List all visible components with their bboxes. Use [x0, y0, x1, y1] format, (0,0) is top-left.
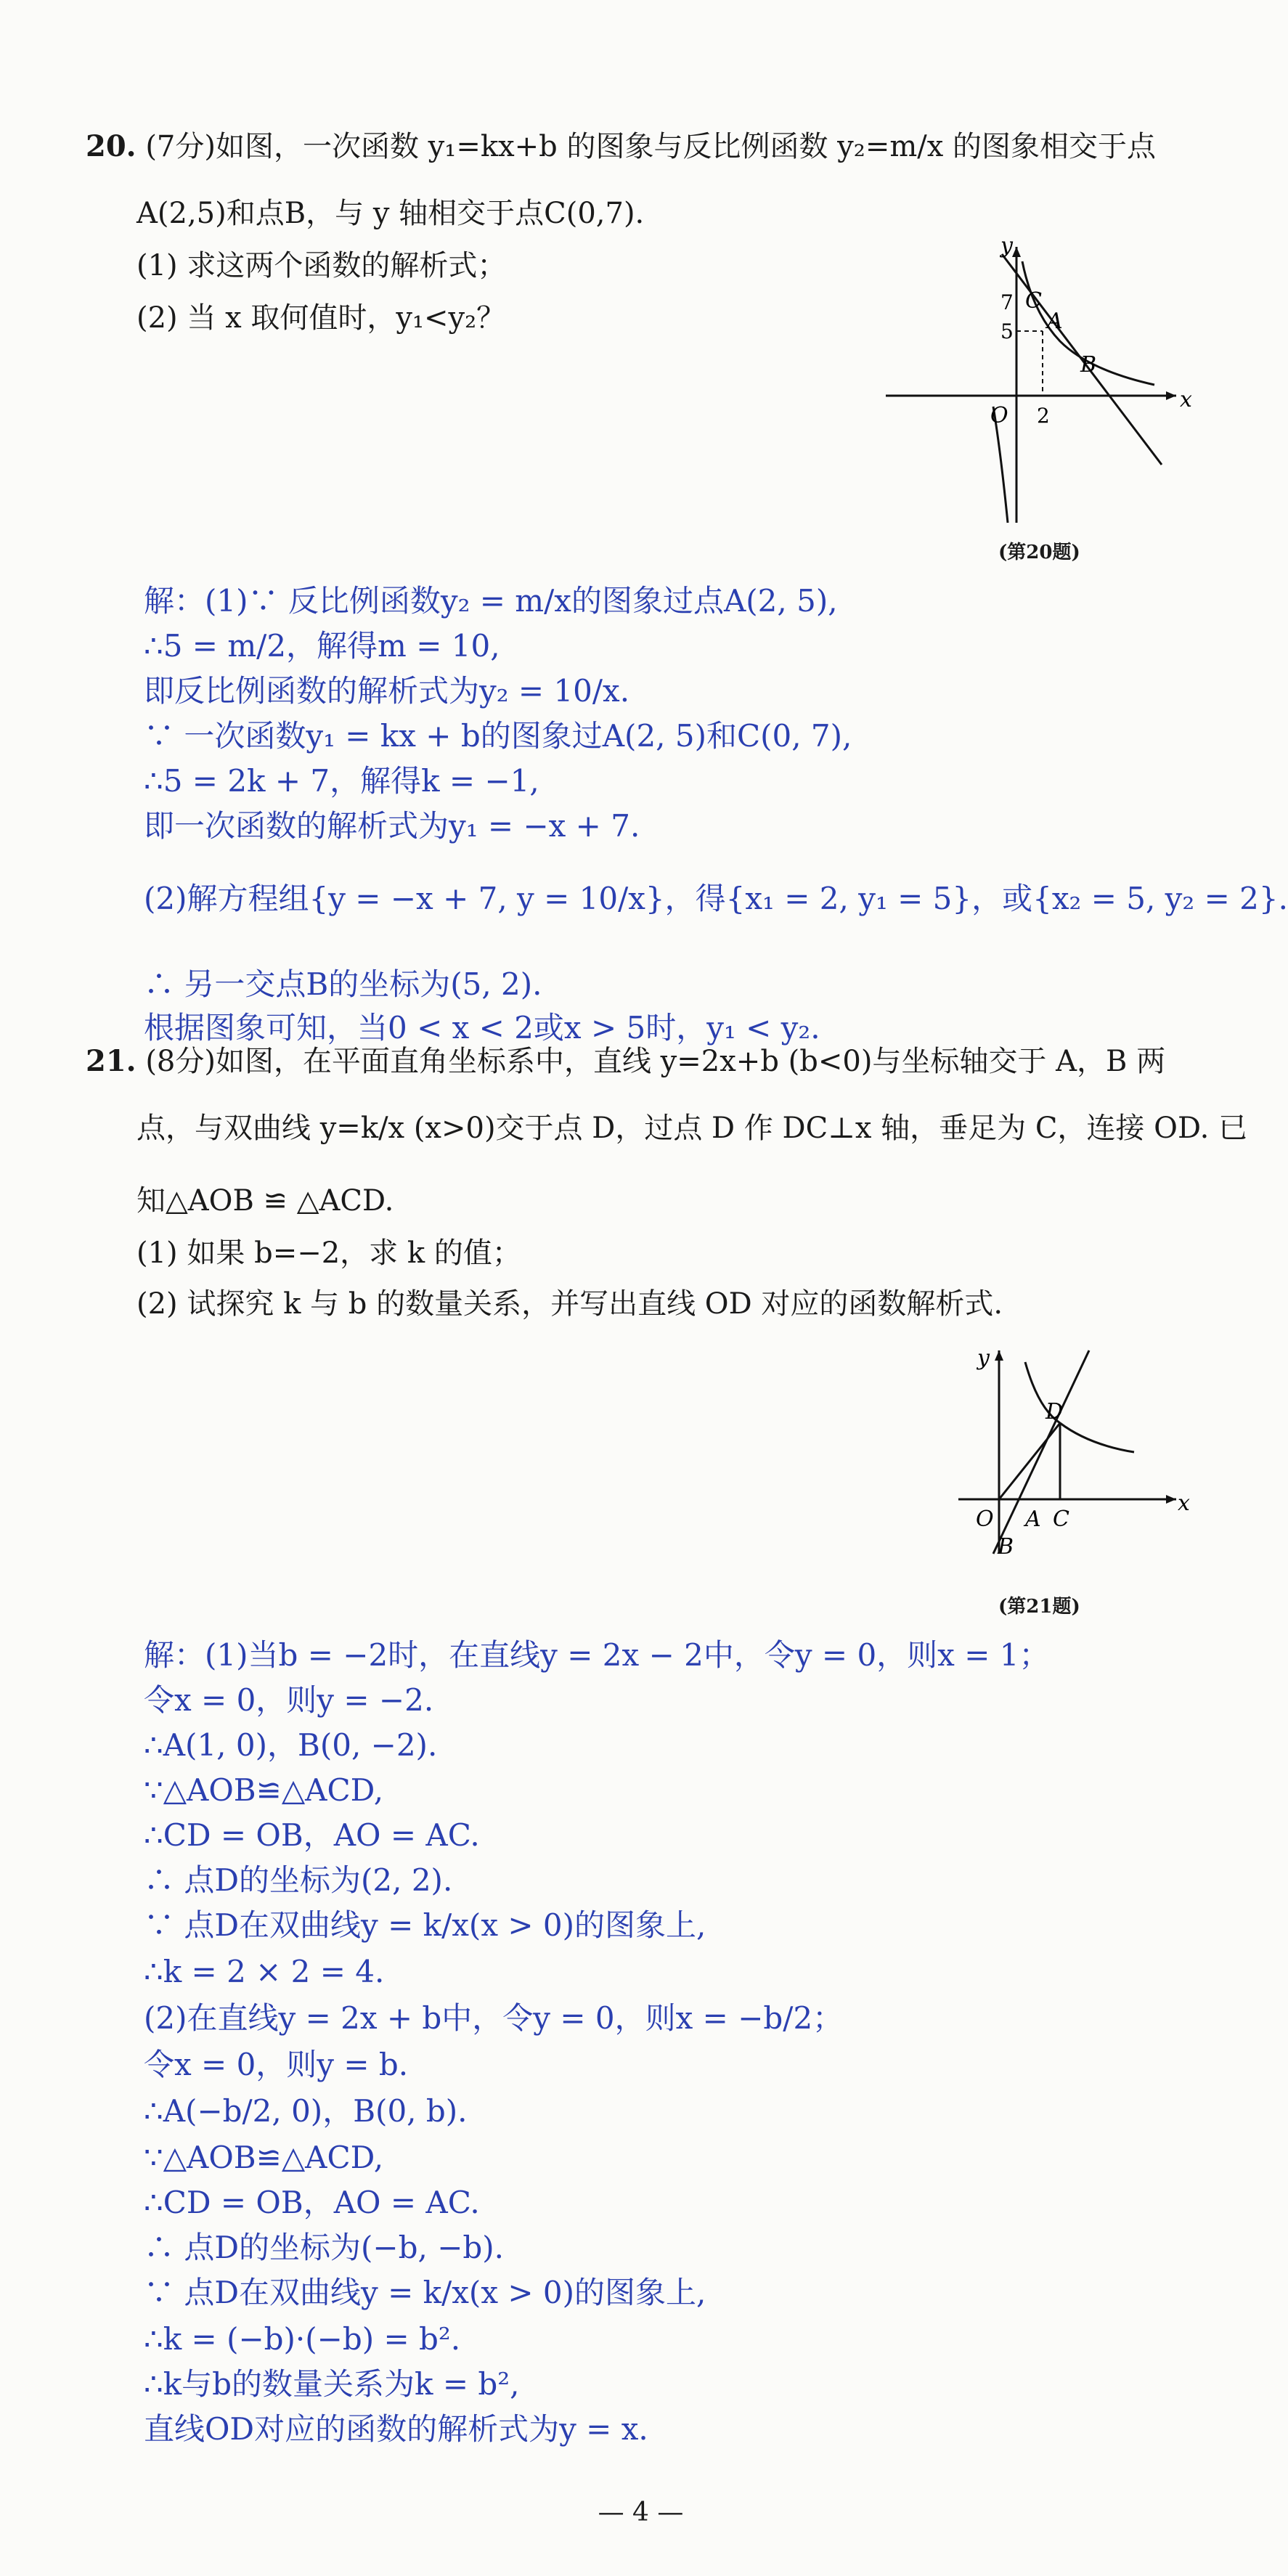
- q20-label-x: x: [1180, 387, 1192, 412]
- page-number: — 4 —: [598, 2498, 684, 2527]
- q21-line-ab: [993, 1350, 1089, 1554]
- s20-line-2: ∴5 = m/2，解得m = 10,: [144, 628, 500, 664]
- s21-line-9: (2)在直线y = 2x + b中，令y = 0，则x = −b/2；: [144, 2000, 844, 2036]
- s21-line-18: 直线OD对应的函数的解析式为y = x.: [144, 2411, 648, 2447]
- s21-line-3: ∴A(1, 0)，B(0, −2).: [144, 1727, 438, 1763]
- q20-tick-7: 7: [1000, 290, 1014, 314]
- q20-y-arrow: [1012, 247, 1021, 257]
- q21-label-a: A: [1025, 1507, 1041, 1532]
- q20-label-b: B: [1080, 352, 1097, 378]
- s20-line-5: ∴5 = 2k + 7，解得k = −1,: [144, 763, 539, 799]
- s21-line-17: ∴k与b的数量关系为k = b²,: [144, 2366, 520, 2402]
- s21-line-13: ∴CD = OB，AO = AC.: [144, 2185, 480, 2220]
- q21-number: 21.: [86, 1044, 136, 1078]
- s21-line-1: 解：(1)当b = −2时，在直线y = 2x − 2中，令y = 0，则x = 1；: [144, 1637, 1050, 1673]
- q21-label-y: y: [977, 1345, 990, 1371]
- s20-line-4: ∵ 一次函数y₁ = kx + b的图象过A(2, 5)和C(0, 7),: [144, 718, 852, 754]
- s20-line-6: 即一次函数的解析式为y₁ = −x + 7.: [144, 808, 640, 844]
- q20-x-arrow: [1166, 391, 1176, 400]
- q21-stem-3: 知△AOB ≌ △ACD.: [136, 1184, 394, 1218]
- s21-line-11: ∴A(−b/2, 0)，B(0, b).: [144, 2093, 468, 2129]
- s21-line-12: ∵△AOB≌△ACD,: [144, 2140, 384, 2175]
- q20-stem-2: A(2,5)和点B，与 y 轴相交于点C(0,7).: [136, 197, 645, 230]
- s21-line-6: ∴ 点D的坐标为(2, 2).: [144, 1862, 453, 1898]
- q21-label-d: D: [1046, 1399, 1064, 1424]
- s21-line-2: 令x = 0，则y = −2.: [144, 1682, 434, 1718]
- q21-x-arrow: [1166, 1495, 1176, 1504]
- q20-part-2: (2) 当 x 取何值时，y₁<y₂？: [136, 301, 506, 335]
- q20-number: 20.: [86, 129, 136, 163]
- q20-label-y: y: [1000, 233, 1013, 258]
- s20-line-3: 即反比例函数的解析式为y₂ = 10/x.: [144, 673, 630, 709]
- q20-label-o: O: [990, 403, 1008, 428]
- q21-label-o: O: [976, 1507, 994, 1532]
- q20-label-c: C: [1025, 288, 1042, 314]
- q21-hyperbola: [1025, 1362, 1134, 1452]
- q21-part-2: (2) 试探究 k 与 b 的数量关系，并写出直线 OD 对应的函数解析式.: [136, 1287, 1003, 1321]
- s21-line-10: 令x = 0，则y = b.: [144, 2047, 409, 2082]
- q21-line-od: [999, 1423, 1060, 1499]
- s21-line-8: ∴k = 2 × 2 = 4.: [144, 1954, 385, 1989]
- s21-line-7: ∵ 点D在双曲线y = k/x(x > 0)的图象上,: [144, 1907, 706, 1943]
- q20-line1: [86, 128, 1156, 166]
- q21-stem-2: 点，与双曲线 y=k/x (x>0)交于点 D，过点 D 作 DC⊥x 轴，垂足为 C，连接 OD. 已: [136, 1112, 1248, 1145]
- q21-y-arrow: [995, 1350, 1003, 1361]
- q21-figure: [944, 1336, 1191, 1568]
- s21-line-15: ∵ 点D在双曲线y = k/x(x > 0)的图象上,: [144, 2275, 706, 2310]
- q20-tick-5: 5: [1000, 319, 1014, 343]
- s21-line-14: ∴ 点D的坐标为(−b, −b).: [144, 2230, 505, 2265]
- q21-stem-1: (8分)如图，在平面直角坐标系中，直线 y=2x+b (b<0)与坐标轴交于 A，B 两: [145, 1045, 1166, 1078]
- q20-caption: (第20题): [998, 542, 1080, 563]
- s20-line-1: 解：(1)∵ 反比例函数y₂ = m/x的图象过点A(2, 5),: [144, 583, 838, 619]
- s21-line-5: ∴CD = OB，AO = AC.: [144, 1817, 480, 1853]
- q21-label-x: x: [1178, 1491, 1190, 1516]
- q20-label-a: A: [1047, 309, 1063, 334]
- q20-figure: [871, 232, 1191, 537]
- q21-label-b: B: [998, 1534, 1014, 1560]
- s20-line-7: (2)解方程组{y = −x + 7, y = 10/x}，得{x₁ = 2, y₁ = 5}，或{x₂ = 5, y₂ = 2}.: [144, 881, 1288, 916]
- q21-label-c: C: [1053, 1507, 1069, 1532]
- s20-line-9: 根据图象可知，当0 < x < 2或x > 5时，y₁ < y₂.: [144, 1010, 820, 1046]
- q21-part-1: (1) 如果 b=−2，求 k 的值；: [136, 1236, 521, 1270]
- q20-part-1: (1) 求这两个函数的解析式；: [136, 249, 507, 282]
- q21-line1: [86, 1043, 1165, 1080]
- s20-line-8: ∴ 另一交点B的坐标为(5, 2).: [144, 966, 542, 1002]
- q20-stem-1: (7分)如图，一次函数 y₁=kx+b 的图象与反比例函数 y₂=m/x 的图象相交于点: [145, 130, 1157, 163]
- s21-line-4: ∵△AOB≌△ACD,: [144, 1772, 384, 1808]
- s21-line-16: ∴k = (−b)·(−b) = b².: [144, 2321, 461, 2357]
- q21-caption: (第21题): [998, 1596, 1080, 1618]
- q20-tick-2: 2: [1037, 404, 1050, 428]
